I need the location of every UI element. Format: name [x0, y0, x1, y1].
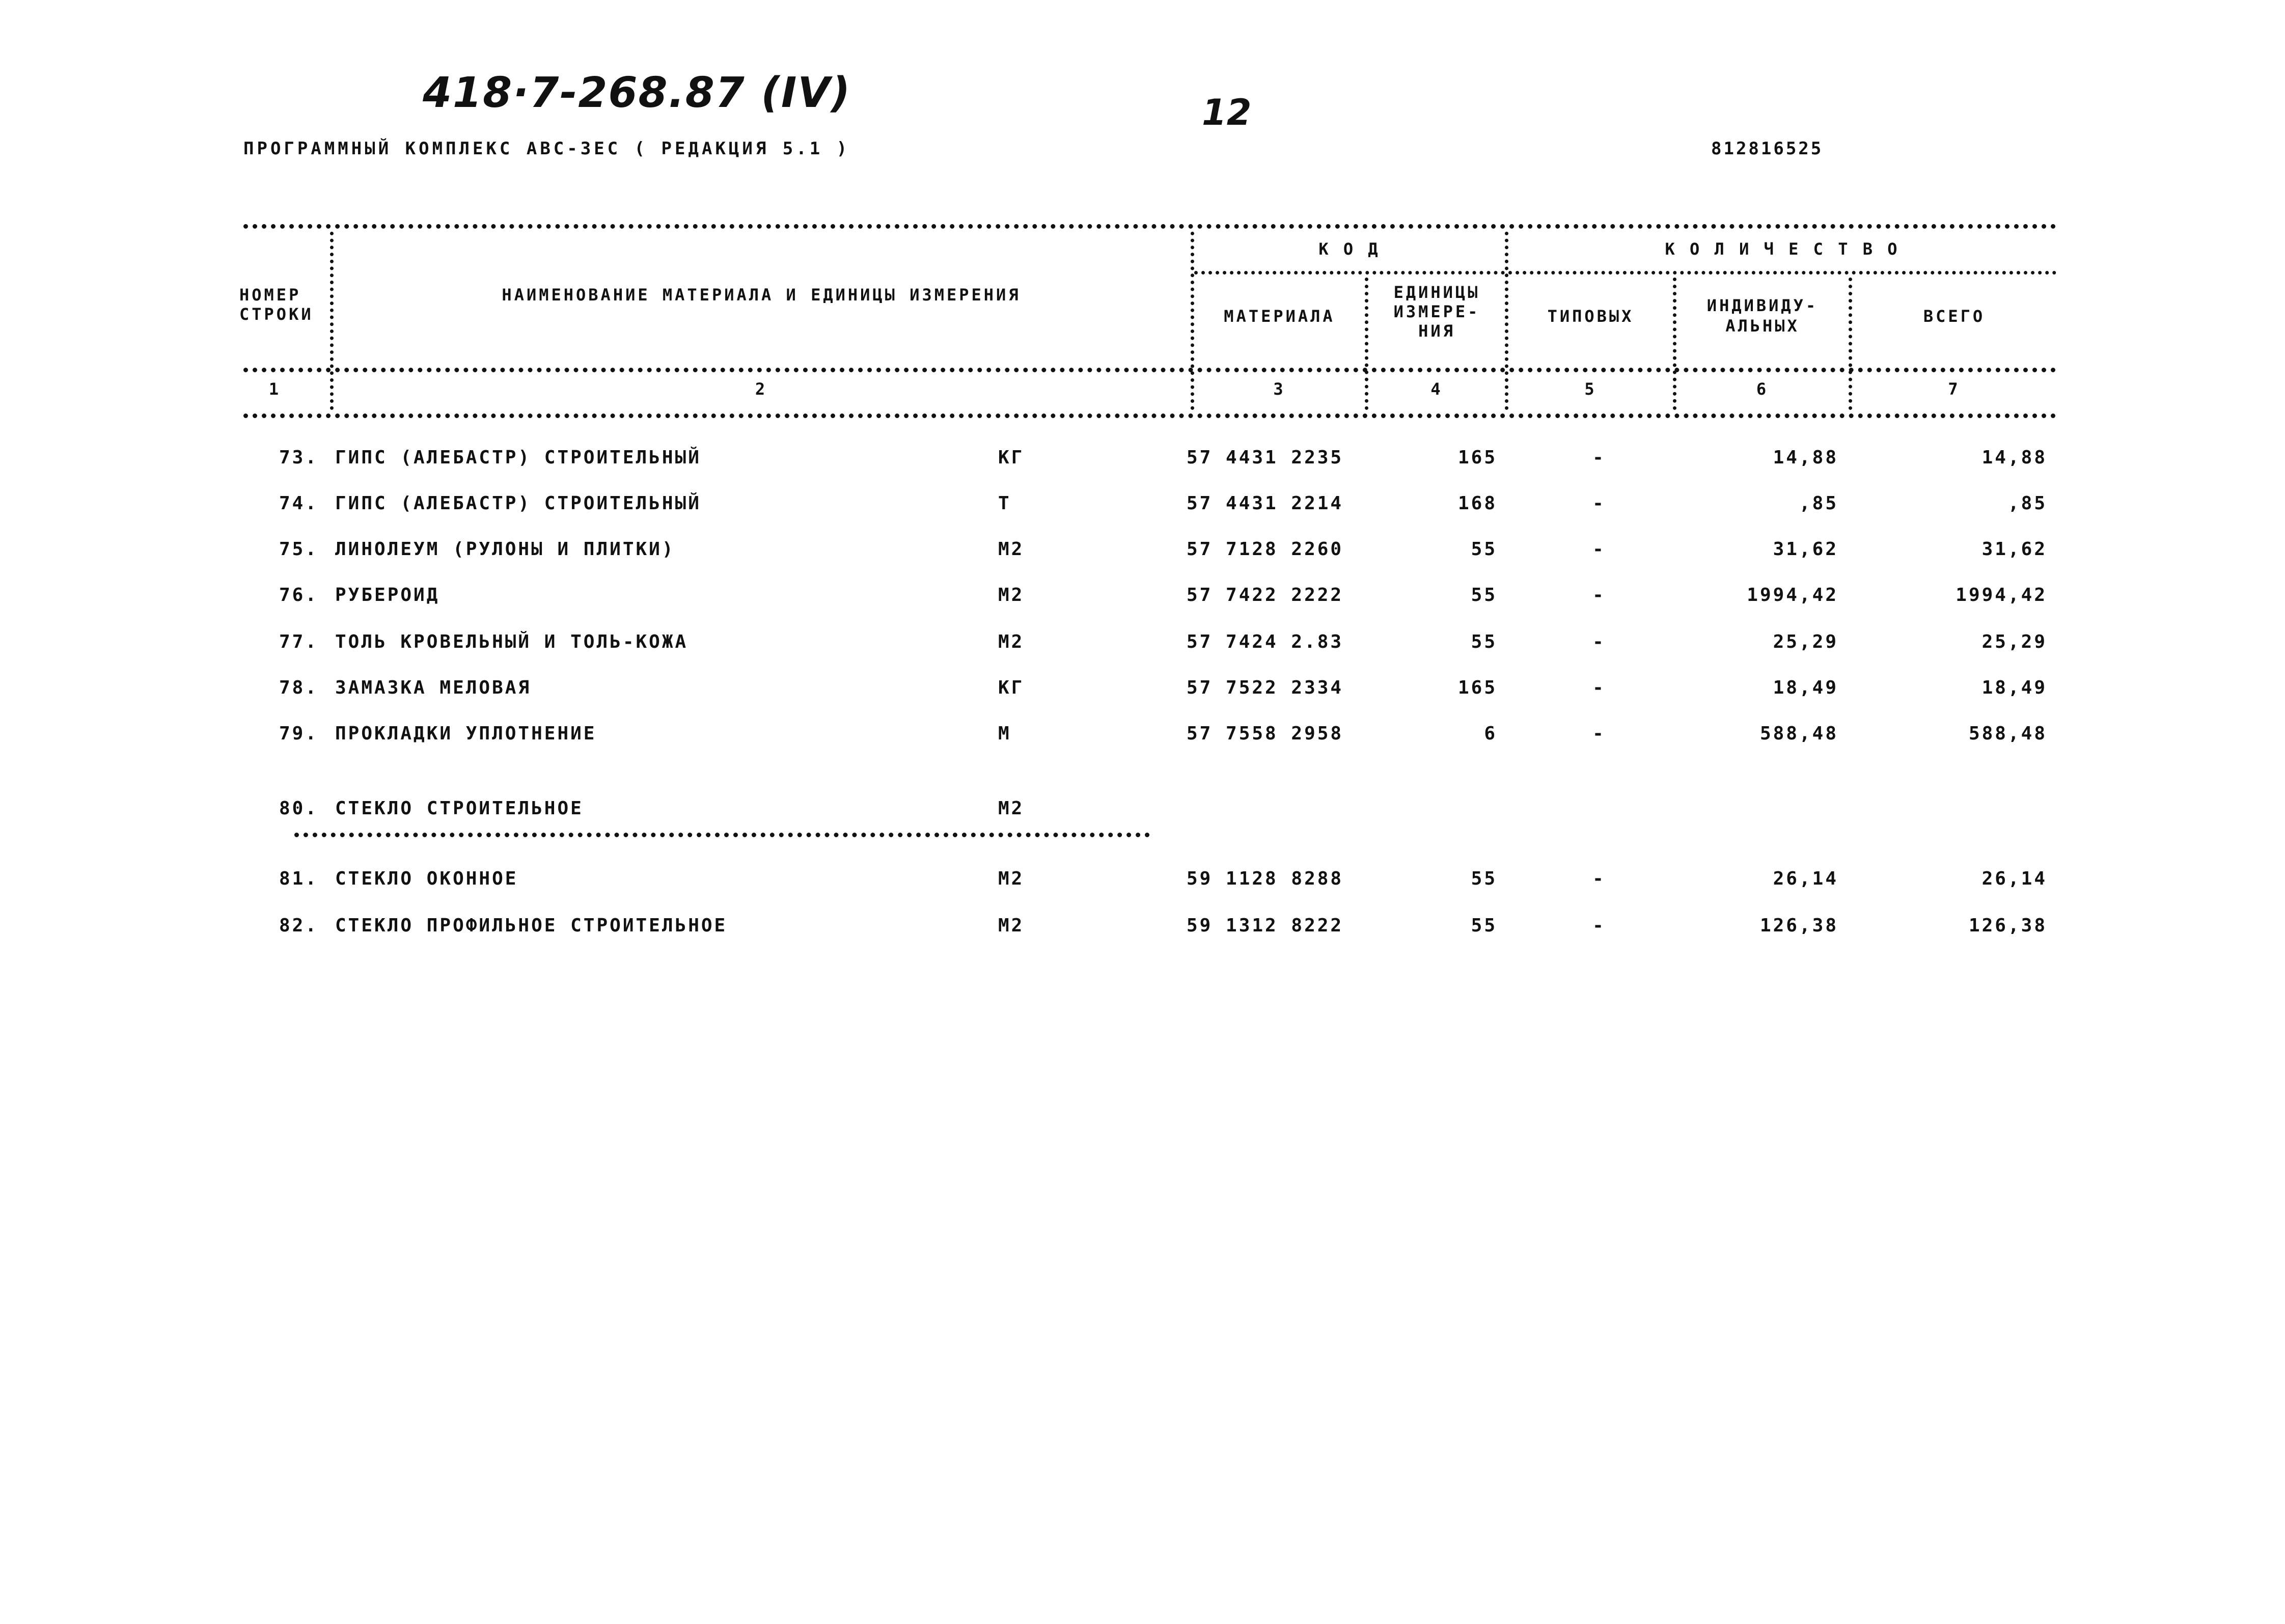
cell-code: 57 4431 2235 — [1187, 447, 1344, 468]
cell-typical: - — [1592, 868, 1606, 889]
cell-total: 1994,42 — [1956, 585, 2047, 605]
name-header: НАИМЕНОВАНИЕ МАТЕРИАЛА И ЕДИНИЦЫ ИЗМЕРЕНИЯ — [502, 285, 1021, 305]
cell-no: 76. — [279, 585, 319, 605]
qty-individual-header: ИНДИВИДУ- АЛЬНЫХ — [1706, 296, 1819, 336]
cell-no: 77. — [279, 631, 319, 652]
col-sep-3 — [1365, 278, 1368, 410]
cell-total: 14,88 — [1981, 447, 2047, 468]
cell-total: 26,14 — [1981, 868, 2047, 889]
cell-code: 57 7422 2222 — [1187, 585, 1344, 605]
cell-individual: 14,88 — [1773, 447, 1838, 468]
group-row-name: СТЕКЛО СТРОИТЕЛЬНОЕ — [335, 798, 584, 819]
cell-typical: - — [1592, 585, 1606, 605]
col-number-1: 1 — [268, 379, 282, 399]
cell-typical: - — [1592, 539, 1606, 560]
cell-no: 74. — [279, 493, 319, 514]
header-bottom-rule — [243, 368, 2056, 372]
cell-typical: - — [1592, 631, 1606, 652]
cell-individual: 26,14 — [1773, 868, 1838, 889]
col-number-6: 6 — [1756, 379, 1769, 399]
cell-unit-code: 168 — [1457, 493, 1497, 514]
cell-no: 81. — [279, 868, 319, 889]
cell-individual: ,85 — [1799, 493, 1838, 514]
cell-no: 79. — [279, 723, 319, 744]
qty-subheader-rule — [1508, 271, 2056, 274]
cell-unit-code: 55 — [1471, 631, 1497, 652]
col-number-7: 7 — [1948, 379, 1961, 399]
code-unit-header: ЕДИНИЦЫ ИЗМЕРЕ- НИЯ — [1393, 283, 1480, 341]
cell-unit-code: 6 — [1484, 723, 1497, 744]
cell-typical: - — [1592, 447, 1606, 468]
cell-name: ПРОКЛАДКИ УПЛОТНЕНИЕ — [335, 723, 597, 744]
cell-no: 78. — [279, 677, 319, 698]
cell-unit: М2 — [998, 631, 1025, 652]
cell-unit-code: 55 — [1471, 915, 1497, 936]
qty-total-header: ВСЕГО — [1923, 307, 1986, 326]
code-group-header: К О Д — [1318, 239, 1381, 259]
cell-name: СТЕКЛО ПРОФИЛЬНОЕ СТРОИТЕЛЬНОЕ — [335, 915, 728, 936]
code-material-header: МАТЕРИАЛА — [1224, 307, 1335, 326]
cell-no: 73. — [279, 447, 319, 468]
cell-code: 59 1128 8288 — [1187, 868, 1344, 889]
cell-no: 82. — [279, 915, 319, 936]
col-sep-4 — [1505, 232, 1508, 410]
cell-typical: - — [1592, 915, 1606, 936]
cell-unit-code: 55 — [1471, 585, 1497, 605]
col-sep-1 — [330, 232, 334, 410]
cell-unit: М2 — [998, 585, 1025, 605]
cell-code: 57 7424 2.83 — [1187, 631, 1344, 652]
cell-unit-code: 55 — [1471, 539, 1497, 560]
cell-typical: - — [1592, 677, 1606, 698]
col-sep-6 — [1849, 278, 1852, 410]
cell-individual: 18,49 — [1773, 677, 1838, 698]
cell-total: 18,49 — [1981, 677, 2047, 698]
program-id: 812816525 — [1711, 139, 1824, 159]
col-number-4: 4 — [1430, 379, 1443, 399]
cell-code: 57 7128 2260 — [1187, 539, 1344, 560]
cell-name: ТОЛЬ КРОВЕЛЬНЫЙ И ТОЛЬ-КОЖА — [335, 631, 689, 652]
document-code: 418·7-268.87 (IV) — [423, 69, 851, 117]
group-underline — [294, 833, 1150, 837]
table-top-rule — [243, 224, 2056, 229]
cell-unit: КГ — [998, 447, 1025, 468]
cell-typical: - — [1592, 493, 1606, 514]
cell-total: 31,62 — [1981, 539, 2047, 560]
cell-name: СТЕКЛО ОКОННОЕ — [335, 868, 518, 889]
col-sep-5 — [1673, 278, 1676, 410]
cell-unit: М — [998, 723, 1011, 744]
cell-total: 588,48 — [1968, 723, 2047, 744]
page-number: 12 — [1202, 92, 1252, 133]
cell-total: 25,29 — [1981, 631, 2047, 652]
row-no-header: НОМЕР СТРОКИ — [239, 285, 314, 324]
cell-unit: КГ — [998, 677, 1025, 698]
cell-name: ЗАМАЗКА МЕЛОВАЯ — [335, 677, 532, 698]
code-subheader-rule — [1194, 271, 1505, 274]
cell-unit-code: 165 — [1457, 447, 1497, 468]
group-row-no: 80. — [279, 798, 319, 819]
cell-individual: 126,38 — [1759, 915, 1838, 936]
group-row-unit: М2 — [998, 798, 1025, 819]
cell-code: 57 7558 2958 — [1187, 723, 1344, 744]
col-number-2: 2 — [755, 379, 768, 399]
cell-code: 59 1312 8222 — [1187, 915, 1344, 936]
cell-code: 57 7522 2334 — [1187, 677, 1344, 698]
column-numbers-rule — [243, 414, 2056, 418]
col-number-5: 5 — [1584, 379, 1597, 399]
cell-no: 75. — [279, 539, 319, 560]
cell-individual: 1994,42 — [1747, 585, 1838, 605]
cell-name: ГИПС (АЛЕБАСТР) СТРОИТЕЛЬНЫЙ — [335, 447, 701, 468]
cell-unit-code: 165 — [1457, 677, 1497, 698]
cell-name: ЛИНОЛЕУМ (РУЛОНЫ И ПЛИТКИ) — [335, 539, 675, 560]
cell-unit-code: 55 — [1471, 868, 1497, 889]
cell-unit: М2 — [998, 539, 1025, 560]
cell-unit: М2 — [998, 915, 1025, 936]
cell-individual: 31,62 — [1773, 539, 1838, 560]
qty-group-header: К О Л И Ч Е С Т В О — [1665, 239, 1900, 259]
col-sep-2 — [1191, 232, 1194, 410]
col-number-3: 3 — [1273, 379, 1286, 399]
cell-total: ,85 — [2007, 493, 2047, 514]
cell-typical: - — [1592, 723, 1606, 744]
cell-unit: М2 — [998, 868, 1025, 889]
qty-typical-header: ТИПОВЫХ — [1547, 307, 1634, 326]
cell-name: РУБЕРОИД — [335, 585, 440, 605]
cell-name: ГИПС (АЛЕБАСТР) СТРОИТЕЛЬНЫЙ — [335, 493, 701, 514]
cell-individual: 25,29 — [1773, 631, 1838, 652]
cell-code: 57 4431 2214 — [1187, 493, 1344, 514]
program-line: ПРОГРАММНЫЙ КОМПЛЕКС АВС-ЗЕС ( РЕДАКЦИЯ 5.1 ) — [243, 139, 850, 159]
cell-individual: 588,48 — [1759, 723, 1838, 744]
cell-unit: Т — [998, 493, 1011, 514]
cell-total: 126,38 — [1968, 915, 2047, 936]
